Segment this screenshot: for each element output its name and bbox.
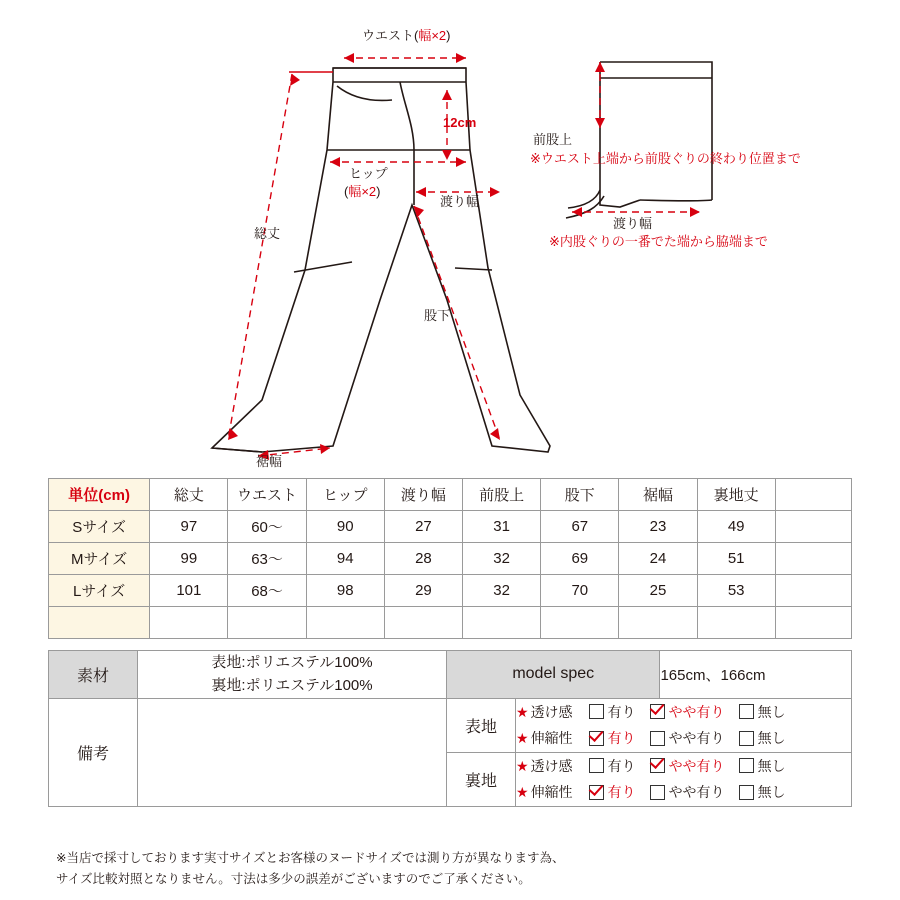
table-row	[49, 543, 852, 575]
prop-row-sukekan-ura	[516, 753, 851, 780]
cell-l-hem: 25	[619, 575, 697, 607]
option-label: 有り	[607, 703, 636, 720]
spec-table	[48, 650, 852, 807]
header-extra	[775, 479, 851, 511]
option-label: やや有り	[668, 703, 725, 720]
footnote	[56, 848, 564, 889]
option-sukekan-ari[interactable]	[589, 699, 636, 726]
header-unit: 単位(cm)	[49, 479, 150, 511]
row-label-m: Mサイズ	[49, 543, 150, 575]
option-sukekan-yaya-ari[interactable]	[650, 753, 725, 780]
option-sukekan-nashi[interactable]	[739, 699, 786, 726]
cell-empty-8	[697, 607, 775, 639]
cell-s-hip: 90	[306, 511, 384, 543]
remarks-label: 備考	[49, 698, 138, 806]
footnote-line-2: サイズ比較対照となりません。寸法は多少の誤差がございますのでご了承ください。	[56, 871, 531, 886]
header-thigh: 渡り幅	[384, 479, 462, 511]
table-row-empty	[49, 607, 852, 639]
prop-name-sukekan: 透け感	[530, 703, 573, 720]
cell-s-extra	[775, 511, 851, 543]
label-thigh-note: ※内股ぐりの一番でた端から脇端まで	[549, 234, 768, 249]
table-row	[49, 575, 852, 607]
option-label: 有り	[607, 757, 636, 774]
cell-s-hem: 23	[619, 511, 697, 543]
model-spec-value: 165cm、166cm	[660, 651, 852, 699]
cell-l-total: 101	[150, 575, 228, 607]
cell-l-lining: 53	[697, 575, 775, 607]
cell-s-thigh: 27	[384, 511, 462, 543]
material-label: 素材	[49, 651, 138, 699]
checkbox-icon[interactable]	[739, 758, 754, 773]
option-label: やや有り	[668, 730, 725, 747]
fabric-props-omote	[516, 698, 852, 752]
row-label-l: Lサイズ	[49, 575, 150, 607]
cell-l-inseam: 70	[541, 575, 619, 607]
cell-empty-9	[775, 607, 851, 639]
cell-l-hip: 98	[306, 575, 384, 607]
cell-empty-1	[150, 607, 228, 639]
cell-s-total: 97	[150, 511, 228, 543]
checkbox-icon[interactable]	[739, 785, 754, 800]
label-thigh-right: 渡り幅	[613, 216, 653, 231]
checkbox-icon-checked[interactable]	[589, 731, 604, 746]
cell-m-rise: 32	[463, 543, 541, 575]
option-label: 無し	[757, 757, 786, 774]
cell-empty-2	[228, 607, 306, 639]
option-sukekan-yaya-ari[interactable]	[650, 699, 725, 726]
cell-m-lining: 51	[697, 543, 775, 575]
label-hip-2: (幅×2)	[344, 184, 381, 199]
checkbox-icon-checked[interactable]	[650, 704, 665, 719]
cell-l-thigh: 29	[384, 575, 462, 607]
star-icon: ★	[516, 730, 529, 747]
option-label: 無し	[757, 784, 786, 801]
cell-empty-5	[463, 607, 541, 639]
option-label: 無し	[757, 730, 786, 747]
prop-row-sukekan-omote	[516, 699, 851, 726]
material-line-2: 裏地:ポリエステル100%	[211, 677, 373, 695]
label-thigh: 渡り幅	[440, 194, 480, 209]
star-icon: ★	[516, 784, 529, 801]
row-label-s: Sサイズ	[49, 511, 150, 543]
cell-s-lining: 49	[697, 511, 775, 543]
prop-name-shinshuku: 伸縮性	[530, 730, 573, 747]
option-label: 有り	[607, 784, 636, 801]
row-label-empty	[49, 607, 150, 639]
label-hem: 裾幅	[256, 454, 283, 469]
label-front-rise: 前股上	[533, 132, 573, 147]
option-shinshuku-yaya-ari[interactable]	[650, 725, 725, 752]
header-inseam: 股下	[541, 479, 619, 511]
checkbox-icon[interactable]	[589, 704, 604, 719]
cell-s-inseam: 67	[541, 511, 619, 543]
cell-s-waist: 60〜	[228, 511, 306, 543]
fabric-props-ura	[516, 752, 852, 806]
header-hem: 裾幅	[619, 479, 697, 511]
cell-l-rise: 32	[463, 575, 541, 607]
checkbox-icon[interactable]	[650, 785, 665, 800]
header-hip: ヒップ	[306, 479, 384, 511]
label-waist: ウエスト(幅×2)	[362, 28, 451, 43]
remarks-value	[138, 698, 447, 806]
prop-row-shinshuku-ura	[516, 779, 851, 806]
checkbox-icon-checked[interactable]	[589, 785, 604, 800]
remarks-row-omote	[49, 698, 852, 752]
cell-l-waist: 68〜	[228, 575, 306, 607]
material-row	[49, 651, 852, 699]
fabric-label-omote: 表地	[447, 698, 516, 752]
option-sukekan-nashi[interactable]	[739, 753, 786, 780]
label-total-length: 総丈	[254, 226, 281, 241]
header-total-length: 総丈	[150, 479, 228, 511]
label-hip-1: ヒップ	[349, 166, 388, 181]
cell-s-rise: 31	[463, 511, 541, 543]
option-label: 有り	[607, 730, 636, 747]
prop-row-shinshuku-omote	[516, 725, 851, 752]
header-front-rise: 前股上	[463, 479, 541, 511]
cell-m-extra	[775, 543, 851, 575]
label-front-rise-note: ※ウエスト上端から前股ぐりの終わり位置まで	[530, 151, 801, 166]
option-shinshuku-ari[interactable]	[589, 725, 636, 752]
cell-l-extra	[775, 575, 851, 607]
cell-empty-7	[619, 607, 697, 639]
header-lining-length: 裏地丈	[697, 479, 775, 511]
checkbox-icon[interactable]	[589, 758, 604, 773]
cell-m-hem: 24	[619, 543, 697, 575]
table-row	[49, 511, 852, 543]
cell-m-hip: 94	[306, 543, 384, 575]
option-shinshuku-nashi[interactable]	[739, 779, 786, 806]
prop-name-shinshuku: 伸縮性	[530, 784, 573, 801]
option-shinshuku-nashi[interactable]	[739, 725, 786, 752]
cell-m-waist: 63〜	[228, 543, 306, 575]
cell-m-thigh: 28	[384, 543, 462, 575]
star-icon: ★	[516, 703, 529, 720]
checkbox-icon[interactable]	[739, 704, 754, 719]
cell-empty-6	[541, 607, 619, 639]
cell-m-total: 99	[150, 543, 228, 575]
option-sukekan-ari[interactable]	[589, 753, 636, 780]
checkbox-icon-checked[interactable]	[650, 758, 665, 773]
option-shinshuku-yaya-ari[interactable]	[650, 779, 725, 806]
material-line-1: 表地:ポリエステル100%	[211, 654, 373, 671]
prop-name-sukekan: 透け感	[530, 757, 573, 774]
option-label: 無し	[757, 703, 786, 720]
option-shinshuku-ari[interactable]	[589, 779, 636, 806]
option-label: やや有り	[668, 757, 725, 774]
checkbox-icon[interactable]	[739, 731, 754, 746]
size-table	[48, 478, 852, 639]
footnote-line-1: ※当店で採寸しております実寸サイズとお客様のヌードサイズでは測り方が異なります為、	[56, 851, 565, 865]
cell-m-inseam: 69	[541, 543, 619, 575]
label-inseam: 股下	[424, 308, 451, 323]
table-header-row	[49, 479, 852, 511]
cell-empty-3	[306, 607, 384, 639]
cell-empty-4	[384, 607, 462, 639]
material-value	[138, 651, 447, 699]
label-12cm: 12cm	[443, 115, 477, 130]
checkbox-icon[interactable]	[650, 731, 665, 746]
model-spec-label: model spec	[447, 651, 660, 699]
header-waist: ウエスト	[228, 479, 306, 511]
option-label: やや有り	[668, 784, 725, 801]
star-icon: ★	[516, 757, 529, 774]
fabric-label-ura: 裏地	[447, 752, 516, 806]
